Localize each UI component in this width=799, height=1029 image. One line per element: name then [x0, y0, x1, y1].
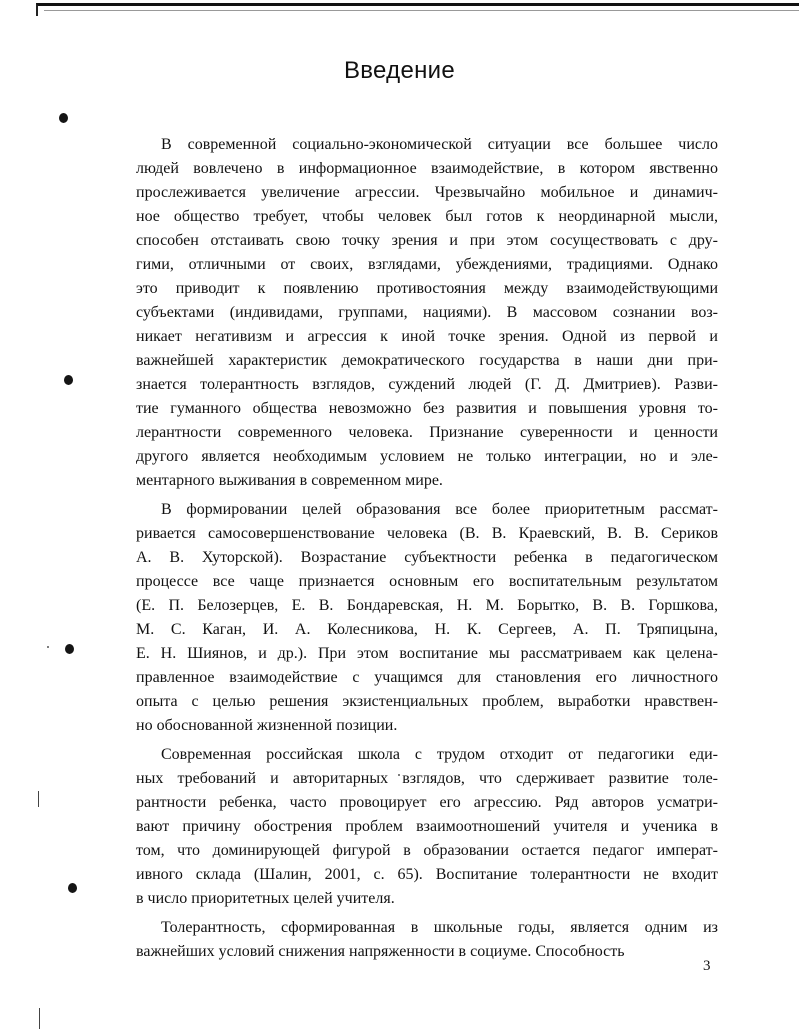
text-line: ных требований и авторитарных взглядов, что сдерживает развитие толе- [136, 770, 718, 787]
text-line: способен отстаивать свою точку зрения и при этом сосуществовать с дру- [136, 232, 718, 249]
text-line: ивного склада (Шалин, 2001, с. 65). Воспитание толерантности не входит [136, 866, 718, 883]
text-line: опыта с целью решения экзистенциальных проблем, выработки нравствен- [136, 693, 718, 710]
paragraph [136, 498, 718, 738]
text-line: прослеживается увеличение агрессии. Чрезвычайно мобильное и динамич- [136, 184, 718, 201]
text-line: А. В. Хуторской). Возрастание субъектности ребенка в педагогическом [136, 549, 718, 566]
text-line: важнейшей характеристик демократического государства в наши дни при- [136, 352, 718, 369]
binding-hole-2 [64, 375, 73, 385]
binding-hole-1 [59, 113, 68, 123]
text-line: гими, отличными от своих, взглядами, убеждениями, традициями. Однако [136, 256, 718, 273]
scan-edge-mark [38, 791, 39, 807]
text-line: В современной социально-экономической ситуации все большее число [161, 136, 718, 153]
text-line: процессе все чаще признается основным его воспитательным результатом [136, 573, 718, 590]
text-line: но обоснованной жизненной позиции. [136, 717, 398, 734]
text-line: ное общество требует, чтобы человек был готов к неординарной мысли, [136, 208, 718, 225]
text-line: людей вовлечено в информационное взаимодействие, в котором явственно [136, 160, 718, 177]
page-title: Введение [343, 57, 456, 84]
page-number: 3 [703, 958, 711, 974]
text-line: том, что доминирующей фигурой в образовании остается педагог императ- [136, 842, 718, 859]
text-line: тие гуманного общества невозможно без развития и повышения уровня то- [136, 400, 718, 417]
text-line: это приводит к появлению противостояния между взаимодействующими [136, 280, 718, 297]
text-line: ментарного выживания в современном мире. [136, 472, 443, 489]
text-line: важнейших условий снижения напряженности в социуме. Способность [136, 943, 625, 960]
text-line: Современная российская школа с трудом отходит от педагогики еди- [161, 746, 718, 763]
scan-edge-mark [39, 1008, 40, 1029]
text-line: никает негативизм и агрессия к иной точке зрения. Одной из первой и [136, 328, 718, 345]
text-line: рантности ребенка, часто провоцирует его агрессию. Ряд авторов усматри- [136, 794, 718, 811]
text-line: в число приоритетных целей учителя. [136, 890, 395, 907]
binding-hole-4 [68, 883, 77, 893]
document-body [136, 133, 718, 969]
paragraph [136, 133, 718, 493]
text-line: субъектами (индивидами, группами, нациями). В массовом сознании воз- [136, 304, 718, 321]
scan-speck [47, 646, 49, 648]
text-line: В формировании целей образования все более приоритетным рассмат- [161, 501, 718, 518]
text-line: знается толерантность взглядов, суждений людей (Г. Д. Дмитриев). Разви- [136, 376, 718, 393]
text-line: (Е. П. Белозерцев, Е. В. Бондаревская, Н. М. Борытко, В. В. Горшкова, [136, 597, 718, 614]
scan-top-border [36, 3, 799, 16]
text-line: вают причину обострения проблем взаимоотношений учителя и ученика в [136, 818, 718, 835]
text-line: Е. Н. Шиянов, и др.). При этом воспитание мы рассматриваем как целена- [136, 645, 718, 662]
text-line: правленное взаимодействие с учащимся для становления его личностного [136, 669, 718, 686]
text-line: ривается самосовершенствование человека (В. В. Краевский, В. В. Сериков [136, 525, 718, 542]
text-line: лерантности современного человека. Признание суверенности и ценности [136, 424, 718, 441]
paragraph [136, 916, 718, 964]
binding-hole-3 [65, 644, 74, 654]
text-line: другого является необходимым условием не только интеграции, но и эле- [136, 448, 718, 465]
text-line: М. С. Каган, И. А. Колесникова, Н. К. Сергеев, А. П. Тряпицына, [136, 621, 718, 638]
text-line: Толерантность, сформированная в школьные годы, является одним из [161, 919, 718, 936]
paragraph [136, 743, 718, 911]
